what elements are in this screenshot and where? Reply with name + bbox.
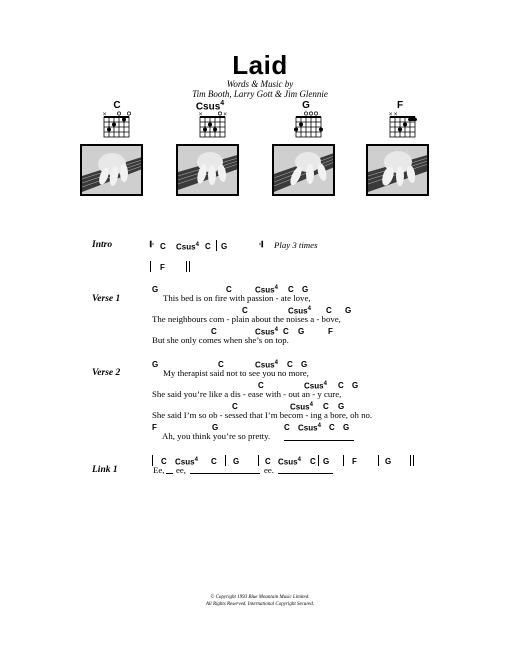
hand-photo-c xyxy=(80,144,143,196)
bar-line xyxy=(216,240,217,251)
verse2-chord: G xyxy=(343,423,350,432)
verse1-chord: C xyxy=(283,327,289,336)
verse1-chord: G xyxy=(152,285,159,294)
repeat-start-sign: 𝄆 xyxy=(150,240,154,249)
link1-chord: C xyxy=(265,457,271,466)
repeat-end-sign: 𝄇 xyxy=(259,240,263,249)
verse2-chord: C xyxy=(258,381,264,390)
bar-line xyxy=(378,455,379,466)
link1-chord: G xyxy=(323,457,330,466)
verse2-chord: C xyxy=(218,360,224,369)
verse2-chord: C xyxy=(287,360,293,369)
section-label-verse-2: Verse 2 xyxy=(92,368,121,378)
bar-line xyxy=(343,455,344,466)
verse1-lyric: The neighbours com - plain about the noises a - bove, xyxy=(152,314,341,324)
verse2-lyric: She said you’re like a dis - ease with - out an - y cure, xyxy=(152,389,342,399)
verse2-chord: C xyxy=(338,381,344,390)
svg-text:×: × xyxy=(393,111,398,118)
repeat-instruction: Play 3 times xyxy=(274,240,318,250)
melisma-line xyxy=(284,440,354,441)
verse1-chord: C xyxy=(211,327,217,336)
double-bar-line xyxy=(186,261,190,272)
verse2-chord: G xyxy=(212,423,219,432)
link1-lyric: Ee, xyxy=(153,465,165,475)
verse1-chord: C xyxy=(226,285,232,294)
svg-text:×: × xyxy=(198,111,203,118)
link1-chord: F xyxy=(352,457,357,466)
verse2-chord: Csus$^4$ xyxy=(298,423,321,433)
copyright-footer xyxy=(0,595,520,608)
link1-lyric: ee. xyxy=(264,465,275,475)
svg-text:×: × xyxy=(223,111,228,118)
chord-name-g: G xyxy=(302,100,310,111)
double-bar-line xyxy=(410,455,414,466)
verse2-chord: C xyxy=(329,423,335,432)
verse1-chord: Csus$^4$ xyxy=(288,306,311,316)
verse2-chord: G xyxy=(152,360,159,369)
copyright-line2: All Rights Reserved. International Copyright Secured. xyxy=(205,601,315,607)
chord-diagram-csus4 xyxy=(196,111,232,139)
chord-name-csus4: Csus$^4$ xyxy=(195,100,225,113)
verse1-lyric: This bed is on fire with passion - ate love, xyxy=(163,293,311,303)
link1-chord: G xyxy=(385,457,392,466)
intro-chord: F xyxy=(160,263,165,272)
link1-chord: C xyxy=(161,457,167,466)
copyright-line1: © Copyright 1993 Blue Mountain Music Limited. xyxy=(210,595,310,600)
chord-diagram-f xyxy=(386,111,422,139)
verse2-chord: C xyxy=(232,402,238,411)
verse2-chord: Csus$^4$ xyxy=(304,381,327,391)
verse2-lyric: She said I’m so ob - sessed that I’m becom - ing a bore, oh no. xyxy=(152,410,373,420)
verse2-chord: G xyxy=(301,360,308,369)
verse1-chord: G xyxy=(298,327,305,336)
section-label-link-1: Link 1 xyxy=(92,465,118,475)
verse1-lyric: But she only comes when she’s on top. xyxy=(152,335,289,345)
verse2-chord: G xyxy=(352,381,359,390)
bar-line xyxy=(258,455,259,466)
chord-diagram-c xyxy=(100,111,136,139)
melisma-line xyxy=(166,473,173,474)
song-credits xyxy=(0,79,520,99)
credits-line1: Words & Music by xyxy=(226,79,294,89)
link1-chord: C xyxy=(310,457,316,466)
verse1-chord: G xyxy=(302,285,309,294)
verse2-chord: F xyxy=(152,423,157,432)
svg-text:×: × xyxy=(388,111,393,118)
svg-text:×: × xyxy=(102,111,107,118)
verse1-chord: C xyxy=(288,285,294,294)
verse2-lyric: Ah, you think you’re so pretty. xyxy=(162,431,271,441)
melisma-line xyxy=(190,473,260,474)
bar-line xyxy=(318,455,319,466)
section-label-intro: Intro xyxy=(92,240,113,250)
hand-photo-f xyxy=(366,144,429,196)
verse1-chord: C xyxy=(242,306,248,315)
verse2-chord: Csus$^4$ xyxy=(290,402,313,412)
verse1-chord: Csus$^4$ xyxy=(255,285,278,295)
verse2-lyric: My therapist said not to see you no more, xyxy=(163,368,309,378)
verse1-chord: G xyxy=(345,306,352,315)
link1-chord: Csus$^4$ xyxy=(175,457,198,467)
chord-diagram-g xyxy=(292,111,328,139)
verse2-chord: G xyxy=(338,402,345,411)
bar-line xyxy=(150,261,151,272)
chord-name-c: C xyxy=(113,100,121,111)
hand-photo-g xyxy=(272,144,335,196)
verse2-chord: Csus$^4$ xyxy=(255,360,278,370)
intro-chord: Csus$^4$ xyxy=(176,242,199,252)
intro-chord: C xyxy=(205,242,211,251)
verse1-chord: F xyxy=(328,327,333,336)
hand-photo-csus4 xyxy=(176,144,239,196)
verse2-chord: C xyxy=(284,423,290,432)
link1-chord: G xyxy=(233,457,240,466)
link1-lyric: ee, xyxy=(176,465,187,475)
verse1-chord: C xyxy=(326,306,332,315)
song-title: Laid xyxy=(232,50,288,80)
melisma-line xyxy=(278,473,333,474)
link1-chord: C xyxy=(211,457,217,466)
intro-chord: G xyxy=(221,242,228,251)
intro-chord: C xyxy=(160,242,166,251)
verse1-chord: Csus$^4$ xyxy=(255,327,278,337)
bar-line xyxy=(225,455,226,466)
verse2-chord: C xyxy=(323,402,329,411)
credits-line2: Tim Booth, Larry Gott & Jim Glennie xyxy=(192,89,328,99)
chord-name-f: F xyxy=(396,100,404,111)
section-label-verse-1: Verse 1 xyxy=(92,294,121,304)
link1-chord: Csus$^4$ xyxy=(278,457,301,467)
